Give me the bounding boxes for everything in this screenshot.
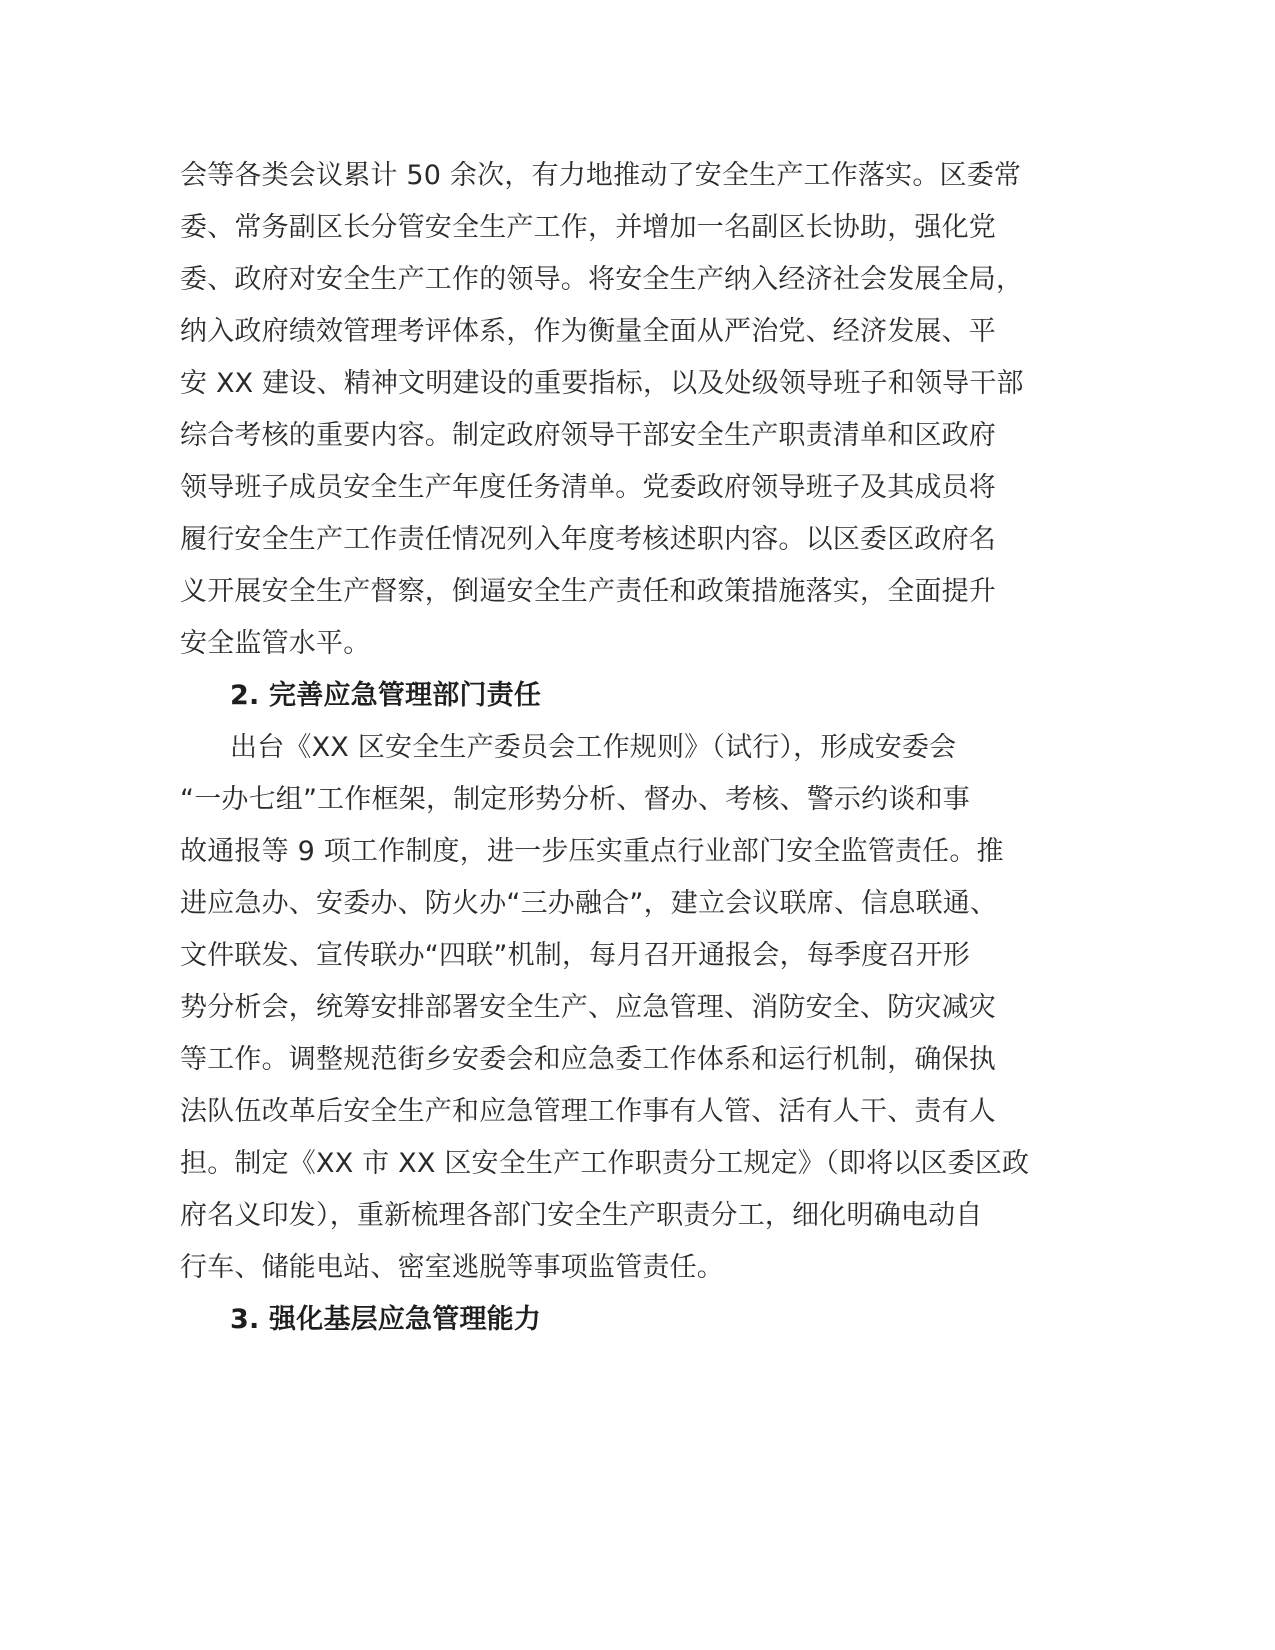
section-heading-2: 2. 完善应急管理部门责任: [230, 680, 542, 711]
paragraph-line: 委、常务副区长分管安全生产工作，并增加一名副区长协助，强化党: [180, 212, 996, 243]
paragraph-1: [180, 150, 1080, 670]
paragraph-line: “一办七组”工作框架，制定形势分析、督办、考核、警示约谈和事: [180, 784, 970, 815]
paragraph-line: 会等各类会议累计 50 余次，有力地推动了安全生产工作落实。区委常: [180, 160, 1022, 191]
paragraph-line: 领导班子成员安全生产年度任务清单。党委政府领导班子及其成员将: [180, 472, 996, 503]
paragraph-2: [180, 722, 1080, 1294]
paragraph-line: 担。制定《XX 市 XX 区安全生产工作职责分工规定》（即将以区委区政: [180, 1148, 1030, 1179]
paragraph-line: 进应急办、安委办、防火办“三办融合”，建立会议联席、信息联通、: [180, 888, 998, 919]
paragraph-line: 履行安全生产工作责任情况列入年度考核述职内容。以区委区政府名: [180, 524, 996, 555]
paragraph-line: 综合考核的重要内容。制定政府领导干部安全生产职责清单和区政府: [180, 420, 996, 451]
paragraph-line: 文件联发、宣传联办“四联”机制，每月召开通报会，每季度召开形: [180, 940, 970, 971]
paragraph-line: 势分析会，统筹安排部署安全生产、应急管理、消防安全、防灾减灾: [180, 992, 996, 1023]
document-body: [180, 150, 1080, 1346]
paragraph-line: 出台《XX 区安全生产委员会工作规则》（试行），形成安委会: [230, 732, 957, 763]
section-heading-3: 3. 强化基层应急管理能力: [230, 1304, 542, 1335]
paragraph-line: 纳入政府绩效管理考评体系，作为衡量全面从严治党、经济发展、平: [180, 316, 996, 347]
paragraph-line: 安全监管水平。: [180, 628, 371, 659]
paragraph-line: 法队伍改革后安全生产和应急管理工作事有人管、活有人干、责有人: [180, 1096, 996, 1127]
paragraph-line: 委、政府对安全生产工作的领导。将安全生产纳入经济社会发展全局，: [180, 264, 1024, 295]
paragraph-line: 义开展安全生产督察，倒逼安全生产责任和政策措施落实，全面提升: [180, 576, 996, 607]
paragraph-line: 故通报等 9 项工作制度，进一步压实重点行业部门安全监管责任。推: [180, 836, 1004, 867]
paragraph-line: 府名义印发），重新梳理各部门安全生产职责分工，细化明确电动自: [180, 1200, 983, 1231]
paragraph-line: 安 XX 建设、精神文明建设的重要指标，以及处级领导班子和领导干部: [180, 368, 1024, 399]
paragraph-line: 行车、储能电站、密室逃脱等事项监管责任。: [180, 1252, 724, 1283]
paragraph-line: 等工作。调整规范街乡安委会和应急委工作体系和运行机制，确保执: [180, 1044, 996, 1075]
